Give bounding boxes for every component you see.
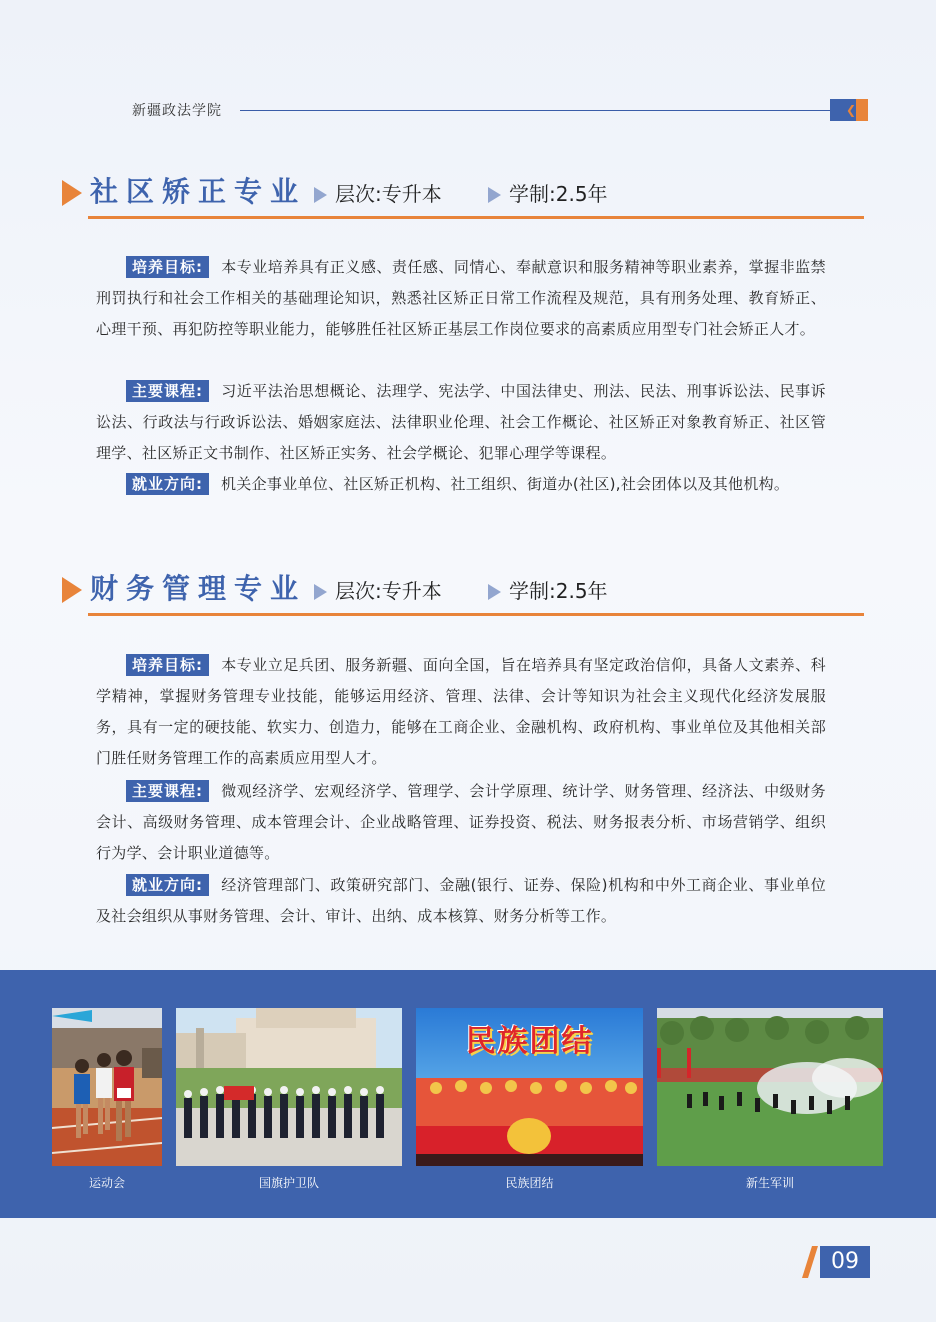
goal-paragraph: 培养目标: 本专业立足兵团、服务新疆、面向全国，旨在培养具有坚定政治信仰，具备人文素养、科学精神，掌握财务管理专业技能，能够运用经济、管理、法律、会计等知识为社会主义现代化经济发展服务，具有一定的硬技能、软实力、创造力，能够在工商企业、金融机构、政府机构、事业单位及其他相关部门胜任财务管理工作的高素质应用型人才。 <box>96 656 826 767</box>
level-label: 层次:专升本 <box>314 182 442 206</box>
goal-badge: 培养目标: <box>126 256 209 278</box>
photo-military-training <box>657 1008 883 1166</box>
triangle-icon <box>488 187 501 203</box>
goal-badge: 培养目标: <box>126 654 209 676</box>
jobs-badge: 就业方向: <box>126 473 209 495</box>
triangle-icon <box>488 584 501 600</box>
triangle-icon <box>314 187 327 203</box>
section-heading <box>62 571 862 611</box>
photo-flag-guard <box>176 1008 402 1166</box>
section-title: 社区矫正专业 <box>90 175 307 208</box>
courses-badge: 主要课程: <box>126 780 209 802</box>
chevron-left-icon: ❮ <box>846 103 857 117</box>
photo-caption: 民族团结 <box>505 1176 554 1190</box>
triangle-bullet-icon <box>62 180 82 206</box>
banner-text: 民族团结 <box>465 1024 594 1059</box>
goal-paragraph: 培养目标: 本专业培养具有正义感、责任感、同情心、奉献意识和服务精神等职业素养，掌握非监禁刑罚执行和社会工作相关的基础理论知识，熟悉社区矫正日常工作流程及规范，具有刑务处理、教育矫正、心理干预、再犯防控等职业能力，能够胜任社区矫正基层工作岗位要求的高素质应用型专门社会矫正人才。 <box>96 258 826 338</box>
jobs-badge: 就业方向: <box>126 874 209 896</box>
section-heading <box>62 174 862 214</box>
duration-label: 学制:2.5年 <box>488 579 608 603</box>
section-rule <box>88 613 864 616</box>
level-label: 层次:专升本 <box>314 579 442 603</box>
photo-ethnic-unity <box>416 1008 643 1166</box>
slash-icon <box>802 1246 818 1278</box>
triangle-bullet-icon <box>62 577 82 603</box>
triangle-icon <box>314 584 327 600</box>
jobs-paragraph: 就业方向: 机关企事业单位、社区矫正机构、社工组织、街道办(社区),社会团体以及其他机构。 <box>96 469 826 500</box>
jobs-paragraph: 就业方向: 经济管理部门、政策研究部门、金融(银行、证券、保险)机构和中外工商企业、事业单位及社会组织从事财务管理、会计、审计、出纳、成本核算、财务分析等工作。 <box>96 876 826 925</box>
school-name: 新疆政法学院 <box>132 103 222 119</box>
courses-paragraph: 主要课程: 微观经济学、宏观经济学、管理学、会计学原理、统计学、财务管理、经济法、中级财务会计、高级财务管理、成本管理会计、企业战略管理、证券投资、税法、财务报表分析、市场营销学、组织行为学、会计职业道德等。 <box>96 782 826 862</box>
courses-badge: 主要课程: <box>126 380 209 402</box>
photo-caption: 运动会 <box>88 1176 125 1190</box>
photo-caption: 国旗护卫队 <box>258 1176 319 1190</box>
section-rule <box>88 216 864 219</box>
photo-sports-meet <box>52 1008 162 1166</box>
header-rule <box>240 110 830 111</box>
courses-paragraph: 主要课程: 习近平法治思想概论、法理学、宪法学、中国法律史、刑法、民法、刑事诉讼法、民事诉讼法、行政法与行政诉讼法、婚姻家庭法、法律职业伦理、社会工作概论、社区矫正对象教育矫正、社区管理学、社区矫正文书制作、社区矫正实务、社会学概论、犯罪心理学等课程。 <box>96 382 826 462</box>
photo-caption: 新生军训 <box>745 1176 794 1190</box>
duration-label: 学制:2.5年 <box>488 182 608 206</box>
section-title: 财务管理专业 <box>90 572 307 605</box>
page-number: 09 <box>820 1246 870 1278</box>
header-marker <box>830 99 868 121</box>
